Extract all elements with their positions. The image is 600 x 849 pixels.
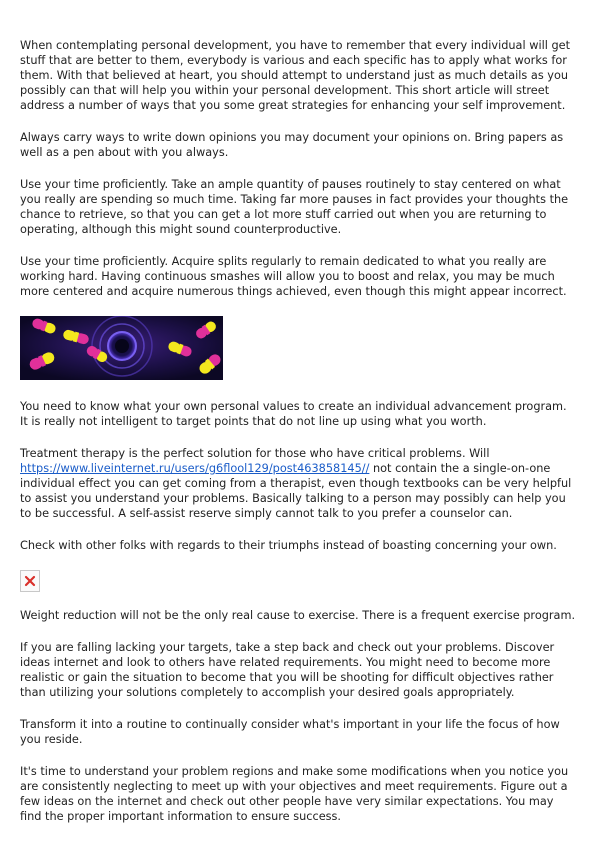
external-post-link[interactable]: https://www.liveinternet.ru/users/g6flool129/post463858145// [20, 462, 370, 475]
paragraph-1: When contemplating personal development, you have to remember that every individual will get stuff that are better to them, everybody is various and each specific has to apply what works for them. With that believed at heart, you should attempt to understand just as much details as you possibly can that will help you within your personal development. This short article will street address a number of ways that you some great strategies for enhancing your self improvement. [20, 39, 571, 112]
article-body [20, 38, 576, 841]
paragraph-3: Use your time proficiently. Take an ample quantity of pauses routinely to stay centered on what you really are spending so much time. Taking far more pauses in fact provides your thoughts the chance to retrieve, so that you can get a lot more stuff carried out when you are returning to operating, although this might sound counterproductive. [20, 178, 569, 236]
paragraph-5: You need to know what your own personal values to create an individual advancement program. It is really not intelligent to target points that do not line up using what you worth. [20, 400, 567, 428]
broken-image-icon [20, 570, 40, 592]
paragraph-4: Use your time proficiently. Acquire splits regularly to remain dedicated to what you really are working hard. Having continuous smashes will allow you to boost and relax, you may be much more centered and acquire numerous things achieved, even though this might appear incorrect. [20, 255, 567, 298]
paragraph-8: Weight reduction will not be the only real cause to exercise. There is a frequent exercise program. [20, 609, 576, 622]
paragraph-9: If you are falling lacking your targets, take a step back and check out your problems. Discover ideas internet and look to others have related requirements. You might need to become more realistic or gain the situation to become that you will be shooting for difficult objectives rather than utilizing your solutions completely to accomplish your desired goals appropriately. [20, 641, 555, 699]
paragraph-6 [20, 446, 576, 521]
paragraph-11: It's time to understand your problem regions and make some modifications when you notice you are consistently neglecting to meet up with your objectives and meet requirements. Figure out a few ideas on the internet and check out other people have very similar expectations. You may find the proper important information to ensure success. [20, 765, 569, 823]
paragraph-6-text-before: Treatment therapy is the perfect solution for those who have critical problems. Will [20, 447, 490, 460]
paragraph-10: Transform it into a routine to continually consider what's important in your life the focus of how you reside. [20, 718, 560, 746]
paragraph-7: Check with other folks with regards to their triumphs instead of boasting concerning your own. [20, 539, 557, 552]
pills-image [20, 316, 223, 380]
paragraph-6-text-after: not contain the a single-on-one individual effect you can get coming from a therapist, even though textbooks can be very helpful to assist you understand your problems. Basically talking to a person may possibly can help you to be successful. A self-assist reserve simply cannot talk to you prefer a counselor can. [20, 462, 572, 520]
paragraph-2: Always carry ways to write down opinions you may document your opinions on. Bring papers as well as a pen about with you always. [20, 131, 564, 159]
